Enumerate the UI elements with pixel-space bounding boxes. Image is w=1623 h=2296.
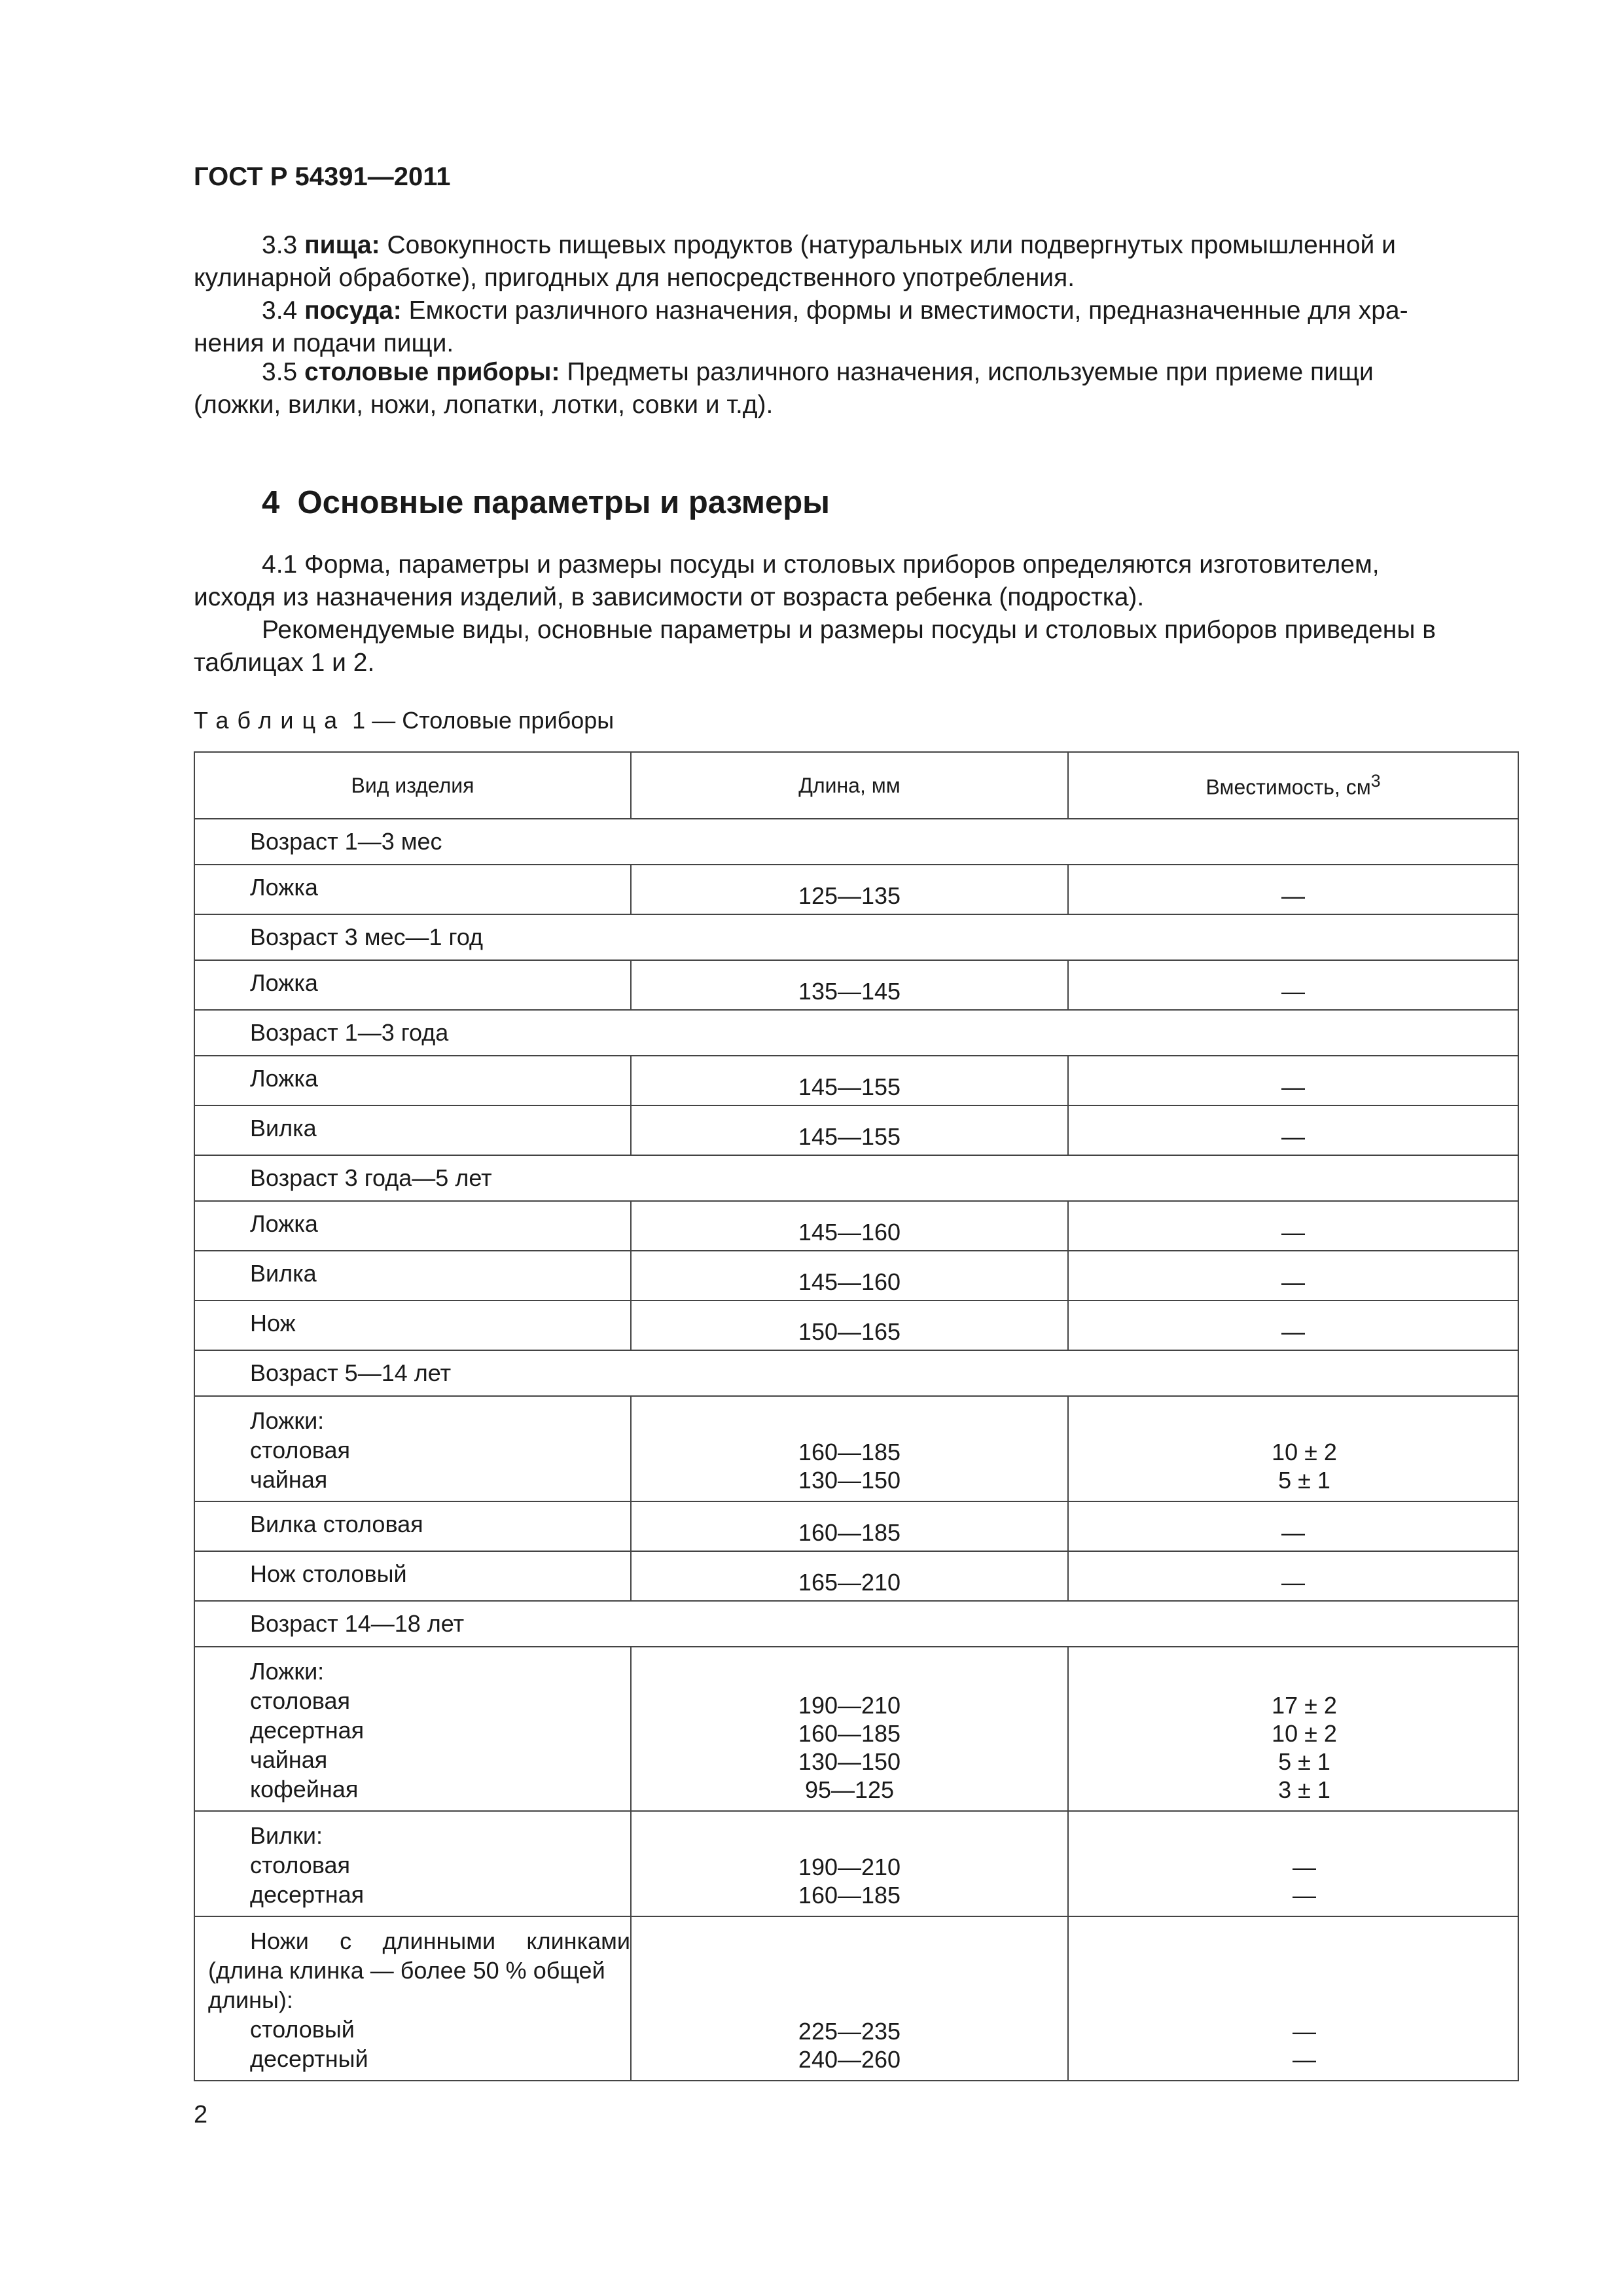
paragraph-recommended: Рекомендуемые виды, основные параметры и размеры посуды и столовых приборов приведены в таблицах 1 и 2. <box>194 616 1436 677</box>
col-length-header: Длина, мм <box>631 752 1068 819</box>
age-group-row: Возраст 3 мес—1 год <box>194 914 1518 960</box>
col-item-header: Вид изделия <box>194 752 631 819</box>
section-heading: 4 Основные параметры и размеры <box>262 485 830 520</box>
table-row: Ложка 145—155 — <box>194 1056 1518 1105</box>
table-row: Ложка 145—160 — <box>194 1201 1518 1251</box>
table-row: Вилка 145—160 — <box>194 1251 1518 1300</box>
table-row: Ложки: столовая чайная 160—185 130—150 10 ± 2 5 ± 1 <box>194 1396 1518 1501</box>
table-row: Ножи с длинными клинками (длина клинка — более 50 % общей длины): столовый десертный 225—235 240—260 — — <box>194 1916 1518 2081</box>
page-number: 2 <box>194 2101 208 2128</box>
definition-3-3: 3.3 пища: Совокупность пищевых продуктов (натуральных или подвергнутых промышленной и кулинарной обработке), пригодных для непосредственного употребления. <box>194 231 1396 292</box>
table-header-row <box>194 752 1518 819</box>
table-row: Вилка столовая 160—185 — <box>194 1501 1518 1551</box>
table-row: Ложки: столовая десертная чайная кофейная 190—210 160—185 130—150 95—125 17 ± 2 10 ± 2 5 ± 1 3 ± 1 <box>194 1647 1518 1811</box>
definition-3-4: 3.4 посуда: Емкости различного назначения, формы и вместимости, предназначенные для хра- нения и подачи пищи. <box>194 296 1408 357</box>
age-group-row: Возраст 5—14 лет <box>194 1350 1518 1396</box>
age-group-row: Возраст 14—18 лет <box>194 1601 1518 1647</box>
paragraph-4-1: 4.1 Форма, параметры и размеры посуды и столовых приборов определяются изготовителем, исходя из назначения изделий, в зависимости от возраста ребенка (подростка). <box>194 550 1380 611</box>
table-row: Вилки: столовая десертная 190—210 160—185 — — <box>194 1811 1518 1916</box>
table-row: Нож 150—165 — <box>194 1300 1518 1350</box>
table-row: Нож столовый 165—210 — <box>194 1551 1518 1601</box>
definition-3-5: 3.5 столовые приборы: Предметы различного назначения, используемые при приеме пищи (ложки, вилки, ножи, лопатки, лотки, совки и т.д). <box>194 358 1374 419</box>
cutlery-table <box>194 751 1519 2081</box>
age-group-row: Возраст 1—3 года <box>194 1010 1518 1056</box>
table-row: Вилка 145—155 — <box>194 1105 1518 1155</box>
table-caption: Таблица 1 — Столовые приборы <box>194 707 615 734</box>
document-code: ГОСТ Р 54391—2011 <box>194 162 451 191</box>
age-group-row: Возраст 3 года—5 лет <box>194 1155 1518 1201</box>
table-row: Ложка 125—135 — <box>194 865 1518 914</box>
col-capacity-header: Вместимость, $см^3$ <box>1068 752 1518 819</box>
table-row: Ложка 135—145 — <box>194 960 1518 1010</box>
age-group-row: Возраст 1—3 мес <box>194 819 1518 865</box>
